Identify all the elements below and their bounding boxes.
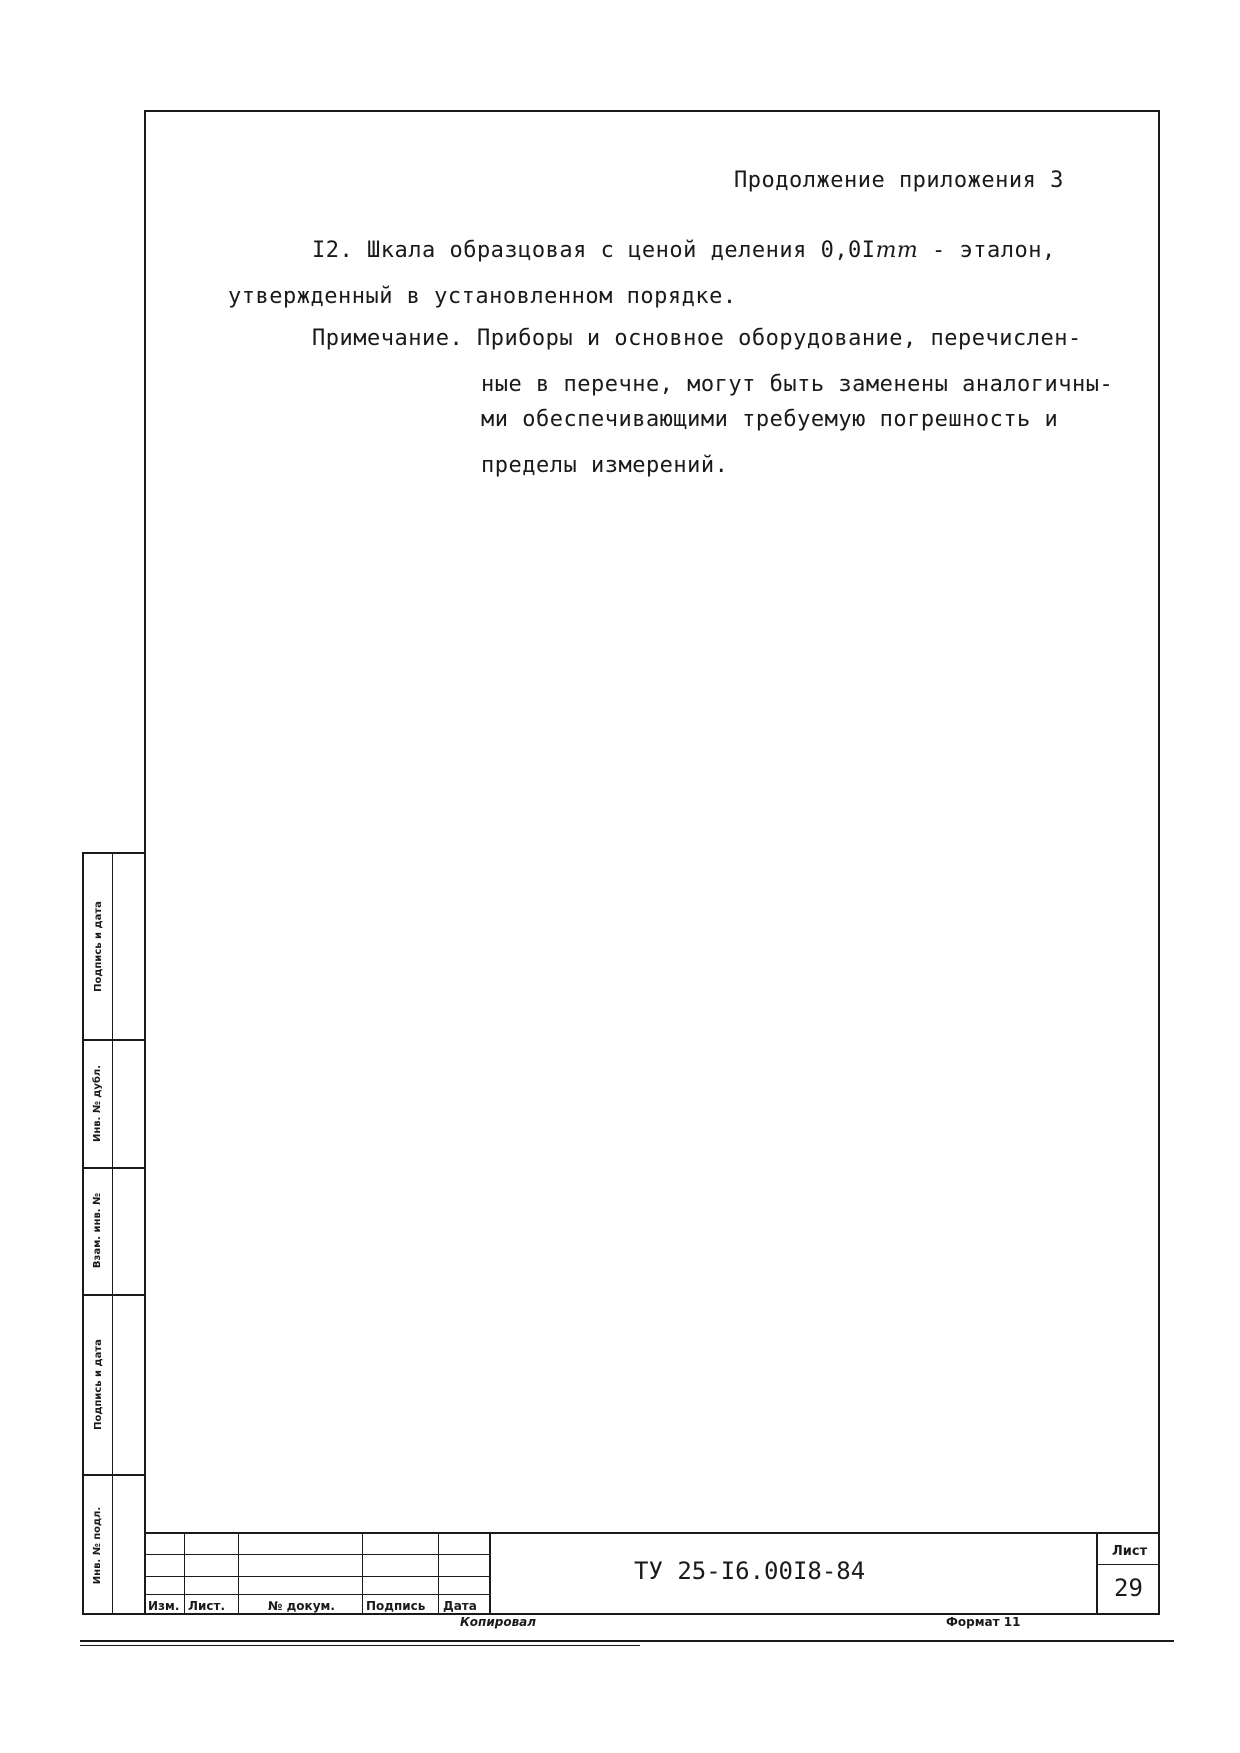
col-signature: Подпись [366,1599,426,1613]
note-line-3: ми обеспечивающими требуемую погрешность и [481,407,1059,432]
bottom-rule-thin [80,1645,640,1646]
col-date: Дата [443,1599,477,1613]
item-12-line-1 [312,238,1056,263]
strip-label-signature-2: Подпись и дата [92,1338,104,1430]
unit-mm: mm [875,238,919,263]
continuation-header: Продолжение приложения 3 [734,168,1064,193]
note-line-2: ные в перечне, могут быть заменены аналогичны- [481,372,1114,397]
col-izm: Изм. [148,1599,180,1613]
document-designation: ТУ 25-I6.00I8-84 [634,1557,866,1585]
sheet-number: 29 [1114,1574,1143,1602]
note-label: Примечание. [312,326,464,351]
strip-label-orig-inv: Инв. № подл. [92,1506,104,1585]
col-list: Лист. [188,1599,226,1613]
note-text-1: Приборы и основное оборудование, перечислен- [476,326,1082,351]
binding-strip [82,852,144,1615]
strip-label-signature-1: Подпись и дата [92,901,104,992]
item-12-line-2: утвержденный в установленном порядке. [228,284,737,309]
strip-label-replace-inv: Взам. инв. № [92,1192,104,1269]
footer-copied: Копировал [460,1615,537,1629]
sheet-label: Лист [1112,1544,1148,1559]
footer-format: Формат 11 [946,1615,1021,1629]
bottom-rule [80,1640,1174,1642]
note-line-4: пределы измерений. [481,453,729,478]
title-block [144,1532,1160,1615]
col-doc-num: № докум. [268,1599,335,1613]
item-12-suffix: - эталон, [918,238,1056,263]
item-12-text: I2. Шкала образцовая с ценой деления 0,0I [312,238,876,263]
note-line-1 [312,326,1082,351]
strip-label-dup-inv: Инв. № дубл. [92,1064,104,1142]
